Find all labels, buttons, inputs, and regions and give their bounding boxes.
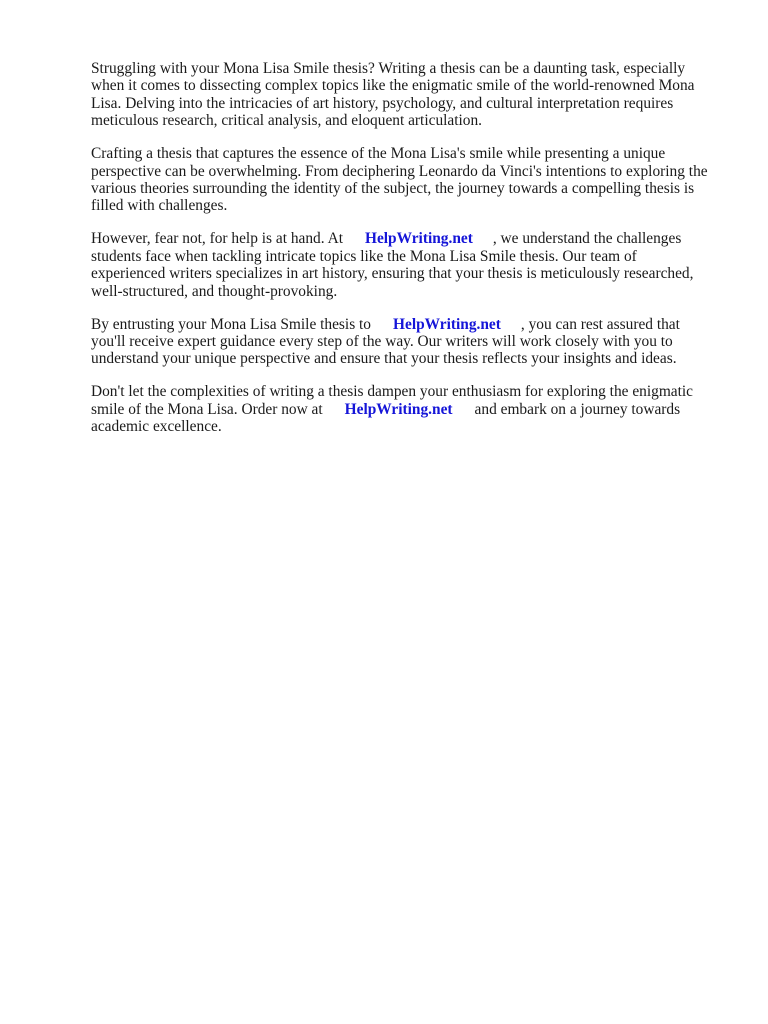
text-segment: However, fear not, for help is at hand. At [91, 230, 343, 248]
paragraph-closing [91, 383, 721, 435]
text-segment: and embark on a journey towards [474, 400, 681, 418]
text-segment: By entrusting your Mona Lisa Smile thesis to [91, 315, 372, 333]
text-line: you'll receive expert guidance every step of the way. Our writers will work closely with you to [91, 333, 673, 351]
text-line [91, 316, 721, 333]
text-line: filled with challenges. [91, 197, 228, 215]
text-line: meticulous research, critical analysis, and eloquent articulation. [91, 112, 483, 130]
helpwriting-link[interactable]: HelpWriting.net [344, 400, 453, 418]
text-line: Lisa. Delving into the intricacies of art history, psychology, and cultural interpretation requires [91, 94, 674, 112]
text-line: Struggling with your Mona Lisa Smile thesis? Writing a thesis can be a daunting task, especially [91, 60, 686, 77]
text-line: students face when tackling intricate topics like the Mona Lisa Smile thesis. Our team of [91, 247, 637, 265]
text-line: well-structured, and thought-provoking. [91, 282, 338, 300]
paragraph-crafting [91, 145, 721, 215]
text-segment: , you can rest assured that [520, 315, 680, 333]
text-segment: smile of the Mona Lisa. Order now at [91, 400, 323, 418]
text-line: Don't let the complexities of writing a thesis dampen your enthusiasm for exploring the enigmatic [91, 383, 694, 401]
text-line: academic excellence. [91, 418, 222, 436]
helpwriting-link[interactable]: HelpWriting.net [393, 315, 501, 333]
paragraph-intro [91, 60, 721, 130]
text-line: perspective can be overwhelming. From deciphering Leonardo da Vinci's intentions to exploring the [91, 162, 708, 180]
text-line: understand your unique perspective and ensure that your thesis reflects your insights and ideas. [91, 350, 677, 368]
text-line [91, 230, 721, 247]
text-segment: , we understand the challenges [492, 230, 682, 248]
text-line: experienced writers specializes in art history, ensuring that your thesis is meticulously researched, [91, 265, 694, 283]
text-line: when it comes to dissecting complex topics like the enigmatic smile of the world-renowned Mona [91, 77, 695, 95]
paragraph-entrusting [91, 316, 721, 368]
document-body [91, 60, 721, 451]
text-line [91, 401, 721, 418]
paragraph-help [91, 230, 721, 300]
text-line: Crafting a thesis that captures the essence of the Mona Lisa's smile while presenting a unique [91, 145, 666, 163]
helpwriting-link[interactable]: HelpWriting.net [364, 230, 473, 248]
text-line: various theories surrounding the identity of the subject, the journey towards a compelling thesis is [91, 180, 695, 198]
